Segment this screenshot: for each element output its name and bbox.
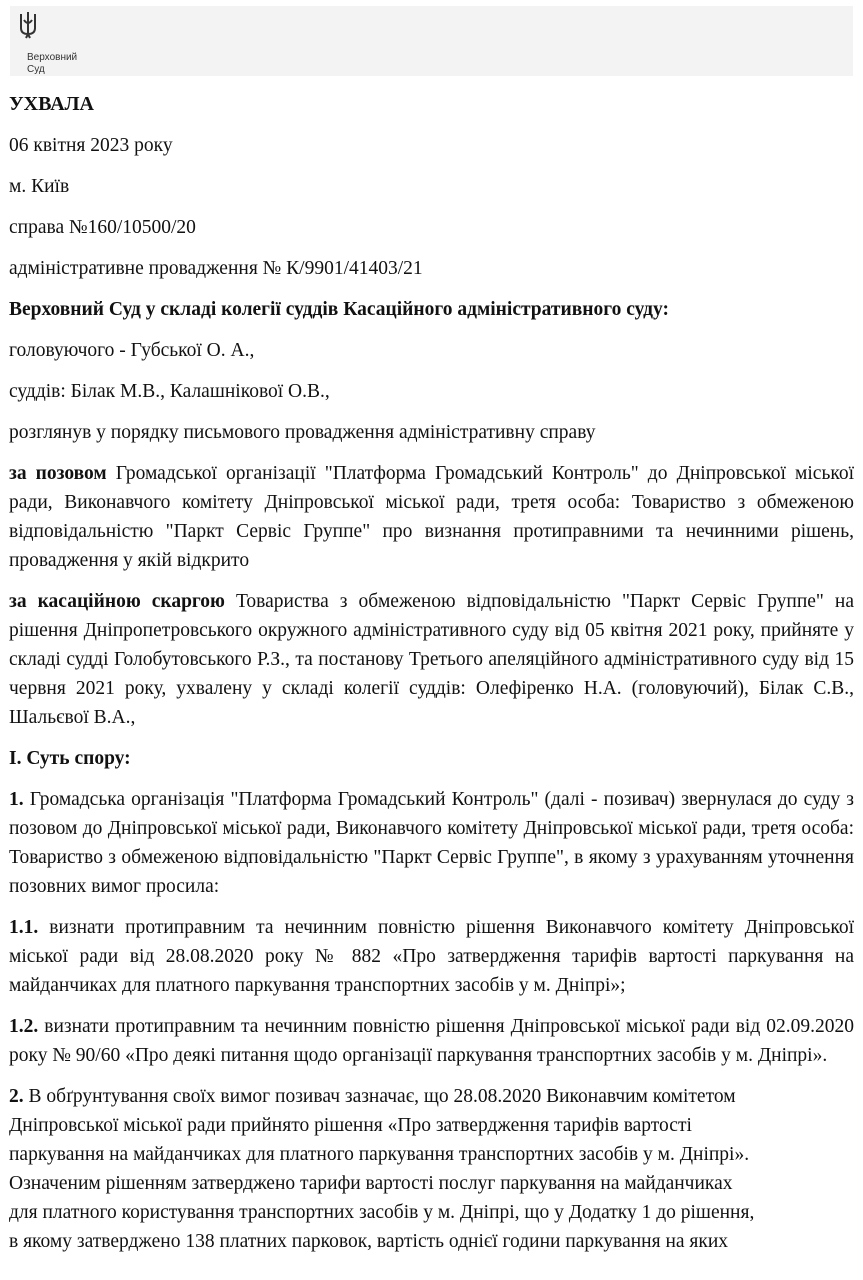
section-title: І. Суть спору: <box>9 748 131 769</box>
presiding-judge: головуючого - Губської О. А., <box>9 340 255 361</box>
logo-caption: Верховний Суд <box>27 52 78 75</box>
document-title: УХВАЛА <box>9 93 94 115</box>
court-composition: Верховний Суд у складі колегії суддів Касаційного адміністративного суду: <box>9 299 669 320</box>
proceeding-number: адміністративне провадження № К/9901/41403/21 <box>9 258 423 279</box>
judges-list: суддів: Білак М.В., Калашнікової О.В., <box>9 381 330 402</box>
paragraph-2: 2. В обґрунтування своїх вимог позивач зазначає, що 28.08.2020 Виконавчим комітетом Дніпровської міської ради прийнято рішення «Про затвердження тарифів вартості паркування на майданчиках для платного паркування транспортних засобів у м. Дніпрі». Означеним рішенням затверджено тарифи вартості послуг паркування на майданчиках для платного користування транспортних засобів у м. Дніпрі, що у Додатку 1 до рішення, в якому затверджено 138 платних парковок, вартість однієї години паркування на яких <box>9 1082 854 1256</box>
document-body <box>9 90 854 1268</box>
paragraph-2-line: Означеним рішенням затверджено тарифи вартості послуг паркування на майданчиках <box>9 1173 733 1194</box>
case-number: справа №160/10500/20 <box>9 217 196 238</box>
claim-paragraph: за позовом Громадської організації "Платформа Громадський Контроль" до Дніпровської міської ради, Виконавчого комітету Дніпровської міської ради, третя особа: Товариство з обмеженою відповідальністю "Паркт Сервіс Группе" про визнання протиправними та нечинними рішень, провадження у якій відкрито <box>9 463 854 571</box>
paragraph-2-line: для платного користування транспортних засобів у м. Дніпрі, що у Додатку 1 до рішення, <box>9 1202 755 1223</box>
paragraph-2-line: в якому затверджено 138 платних парковок, вартість однієї години паркування на яких <box>9 1231 729 1252</box>
paragraph-1-1: 1.1. визнати протиправним та нечинним повністю рішення Виконавчого комітету Дніпровської міської ради від 28.08.2020 року № 882 «Про затвердження тарифів вартості паркування на майданчиках для платного паркування транспортних засобів у м. Дніпрі»; <box>9 917 854 996</box>
trident-emblem-icon <box>18 10 38 40</box>
document-date: 06 квітня 2023 року <box>9 135 173 156</box>
appeal-paragraph: за касаційною скаргою Товариства з обмеженою відповідальністю "Паркт Сервіс Группе" на рішення Дніпропетровського окружного адміністративного суду від 05 квітня 2021 року, прийняте у складі судді Голобутовського Р.З., та постанову Третього апеляційного адміністративного суду від 15 червня 2021 року, ухвалену у складі колегії суддів: Олефіренко Н.А. (головуючий), Білак С.В., Шальєвої В.А., <box>9 591 854 728</box>
considered-statement: розглянув у порядку письмового провадження адміністративну справу <box>9 422 596 443</box>
document-city: м. Київ <box>9 176 70 197</box>
paragraph-2-line: Дніпровської міської ради прийнято рішення «Про затвердження тарифів вартості <box>9 1115 692 1136</box>
paragraph-1: 1. Громадська організація "Платформа Громадський Контроль" (далі - позивач) звернулася до суду з позовом до Дніпровської міської ради, Виконавчого комітету Дніпровської міської ради, третя особа: Товариство з обмеженою відповідальністю "Паркт Сервіс Группе", в якому з урахуванням уточнення позовних вимог просила: <box>9 789 854 897</box>
header-bar <box>10 6 853 76</box>
paragraph-1-2: 1.2. визнати протиправним та нечинним повністю рішення Дніпровської міської ради від 02.09.2020 року № 90/60 «Про деякі питання щодо організації паркування транспортних засобів у м. Дніпрі». <box>9 1016 854 1066</box>
supreme-court-logo <box>18 10 88 74</box>
paragraph-2-line: паркування на майданчиках для платного паркування транспортних засобів у м. Дніпрі». <box>9 1144 750 1165</box>
